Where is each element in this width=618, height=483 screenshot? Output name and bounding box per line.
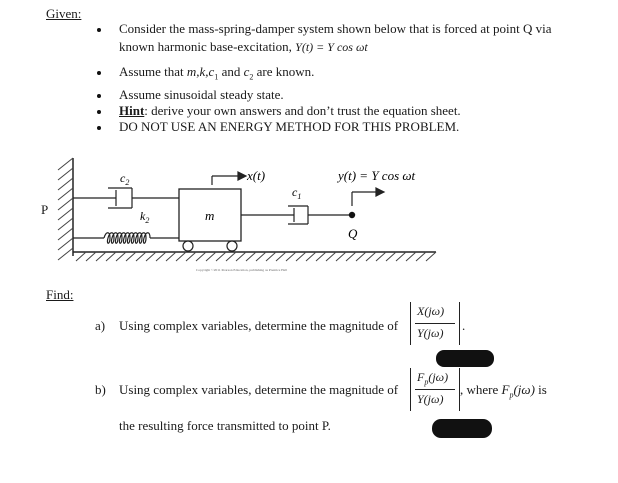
label-k2: $k_2$ bbox=[140, 209, 150, 225]
label-c2: $c_2$ bbox=[120, 171, 130, 187]
given-item-2-prefix: Assume that bbox=[119, 64, 184, 79]
given-item-2-math2: c bbox=[243, 64, 250, 79]
redaction-mark bbox=[436, 350, 494, 367]
mass-spring-damper-diagram bbox=[36, 148, 446, 273]
part-a-fraction-bar bbox=[415, 323, 455, 324]
x-displacement-arrow bbox=[212, 172, 246, 185]
part-a-text: Using complex variables, determine the magnitude of bbox=[119, 318, 399, 333]
part-a-fraction bbox=[410, 302, 460, 345]
wheel-left bbox=[183, 241, 193, 251]
part-a-period: . bbox=[462, 318, 466, 333]
figure-copyright: Copyright ©2011 Pearson Education, publishing as Prentice Hall bbox=[196, 268, 288, 272]
bullet-2 bbox=[97, 71, 101, 75]
spring-k2 bbox=[73, 233, 179, 244]
base-excitation-equation: Y(t) = Y cos ωt bbox=[295, 40, 368, 54]
part-a-denominator: Y(jω) bbox=[417, 326, 444, 340]
part-b-line2: the resulting force transmitted to point P. bbox=[119, 418, 331, 433]
given-item-3: Assume sinusoidal steady state. bbox=[119, 87, 284, 102]
part-b-fraction bbox=[410, 368, 460, 411]
left-wall-hatching bbox=[58, 158, 73, 260]
part-a-numerator: X(jω) bbox=[417, 304, 445, 318]
part-b-text: Using complex variables, determine the magnitude of bbox=[119, 382, 399, 397]
given-item-1-text: known harmonic base-excitation, bbox=[119, 39, 292, 54]
part-b-is-text: is bbox=[538, 382, 547, 397]
part-b-where bbox=[460, 382, 547, 404]
damper-c2 bbox=[73, 188, 179, 208]
part-b-fraction-bar bbox=[415, 389, 455, 390]
given-item-4 bbox=[119, 103, 461, 119]
part-b-denominator: Y(jω) bbox=[417, 392, 444, 406]
bullet-5 bbox=[97, 126, 101, 130]
wheel-right bbox=[227, 241, 237, 251]
label-c1: $c_1$ bbox=[292, 185, 302, 201]
given-item-1-line2 bbox=[119, 39, 368, 55]
given-item-2-math: m,k,c bbox=[186, 64, 215, 79]
damper-c1 bbox=[241, 206, 352, 224]
given-item-2-suffix: are known. bbox=[256, 64, 315, 79]
bullet-3 bbox=[97, 94, 101, 98]
given-item-1-line1: Consider the mass-spring-damper system shown below that is forced at point Q via bbox=[119, 21, 552, 36]
find-heading: Find: bbox=[46, 287, 74, 302]
part-b-where-text: , where bbox=[460, 382, 499, 397]
point-q-dot bbox=[349, 212, 355, 218]
given-item-2-sub2: 2 bbox=[249, 72, 254, 82]
label-p: P bbox=[41, 202, 49, 217]
bullet-1 bbox=[97, 28, 101, 32]
given-item-2-mid: and bbox=[221, 64, 241, 79]
hint-text: : derive your own answers and don’t trust the equation sheet. bbox=[144, 103, 461, 118]
given-item-2-sub: 1 bbox=[214, 72, 219, 82]
redaction-mark bbox=[432, 419, 492, 438]
part-b-where-math: $F_p(j\omega)$ bbox=[501, 382, 535, 400]
label-y: y(t) = Y cos ωt bbox=[338, 168, 416, 183]
part-b-label: b) bbox=[95, 382, 106, 397]
given-item-5: DO NOT USE AN ENERGY METHOD FOR THIS PROBLEM. bbox=[119, 119, 460, 134]
label-q: Q bbox=[348, 226, 358, 241]
ground-hatching bbox=[76, 252, 436, 261]
label-m: m bbox=[205, 208, 215, 223]
y-excitation-arrow bbox=[352, 188, 384, 206]
label-x: x(t) bbox=[247, 168, 266, 183]
given-item-2 bbox=[119, 64, 314, 86]
bullet-4 bbox=[97, 110, 101, 114]
hint-label: Hint bbox=[119, 103, 145, 118]
part-b-numerator: $F_p(j\omega)$ bbox=[417, 370, 449, 387]
given-heading: Given: bbox=[46, 6, 82, 21]
part-a-label: a) bbox=[95, 318, 106, 333]
